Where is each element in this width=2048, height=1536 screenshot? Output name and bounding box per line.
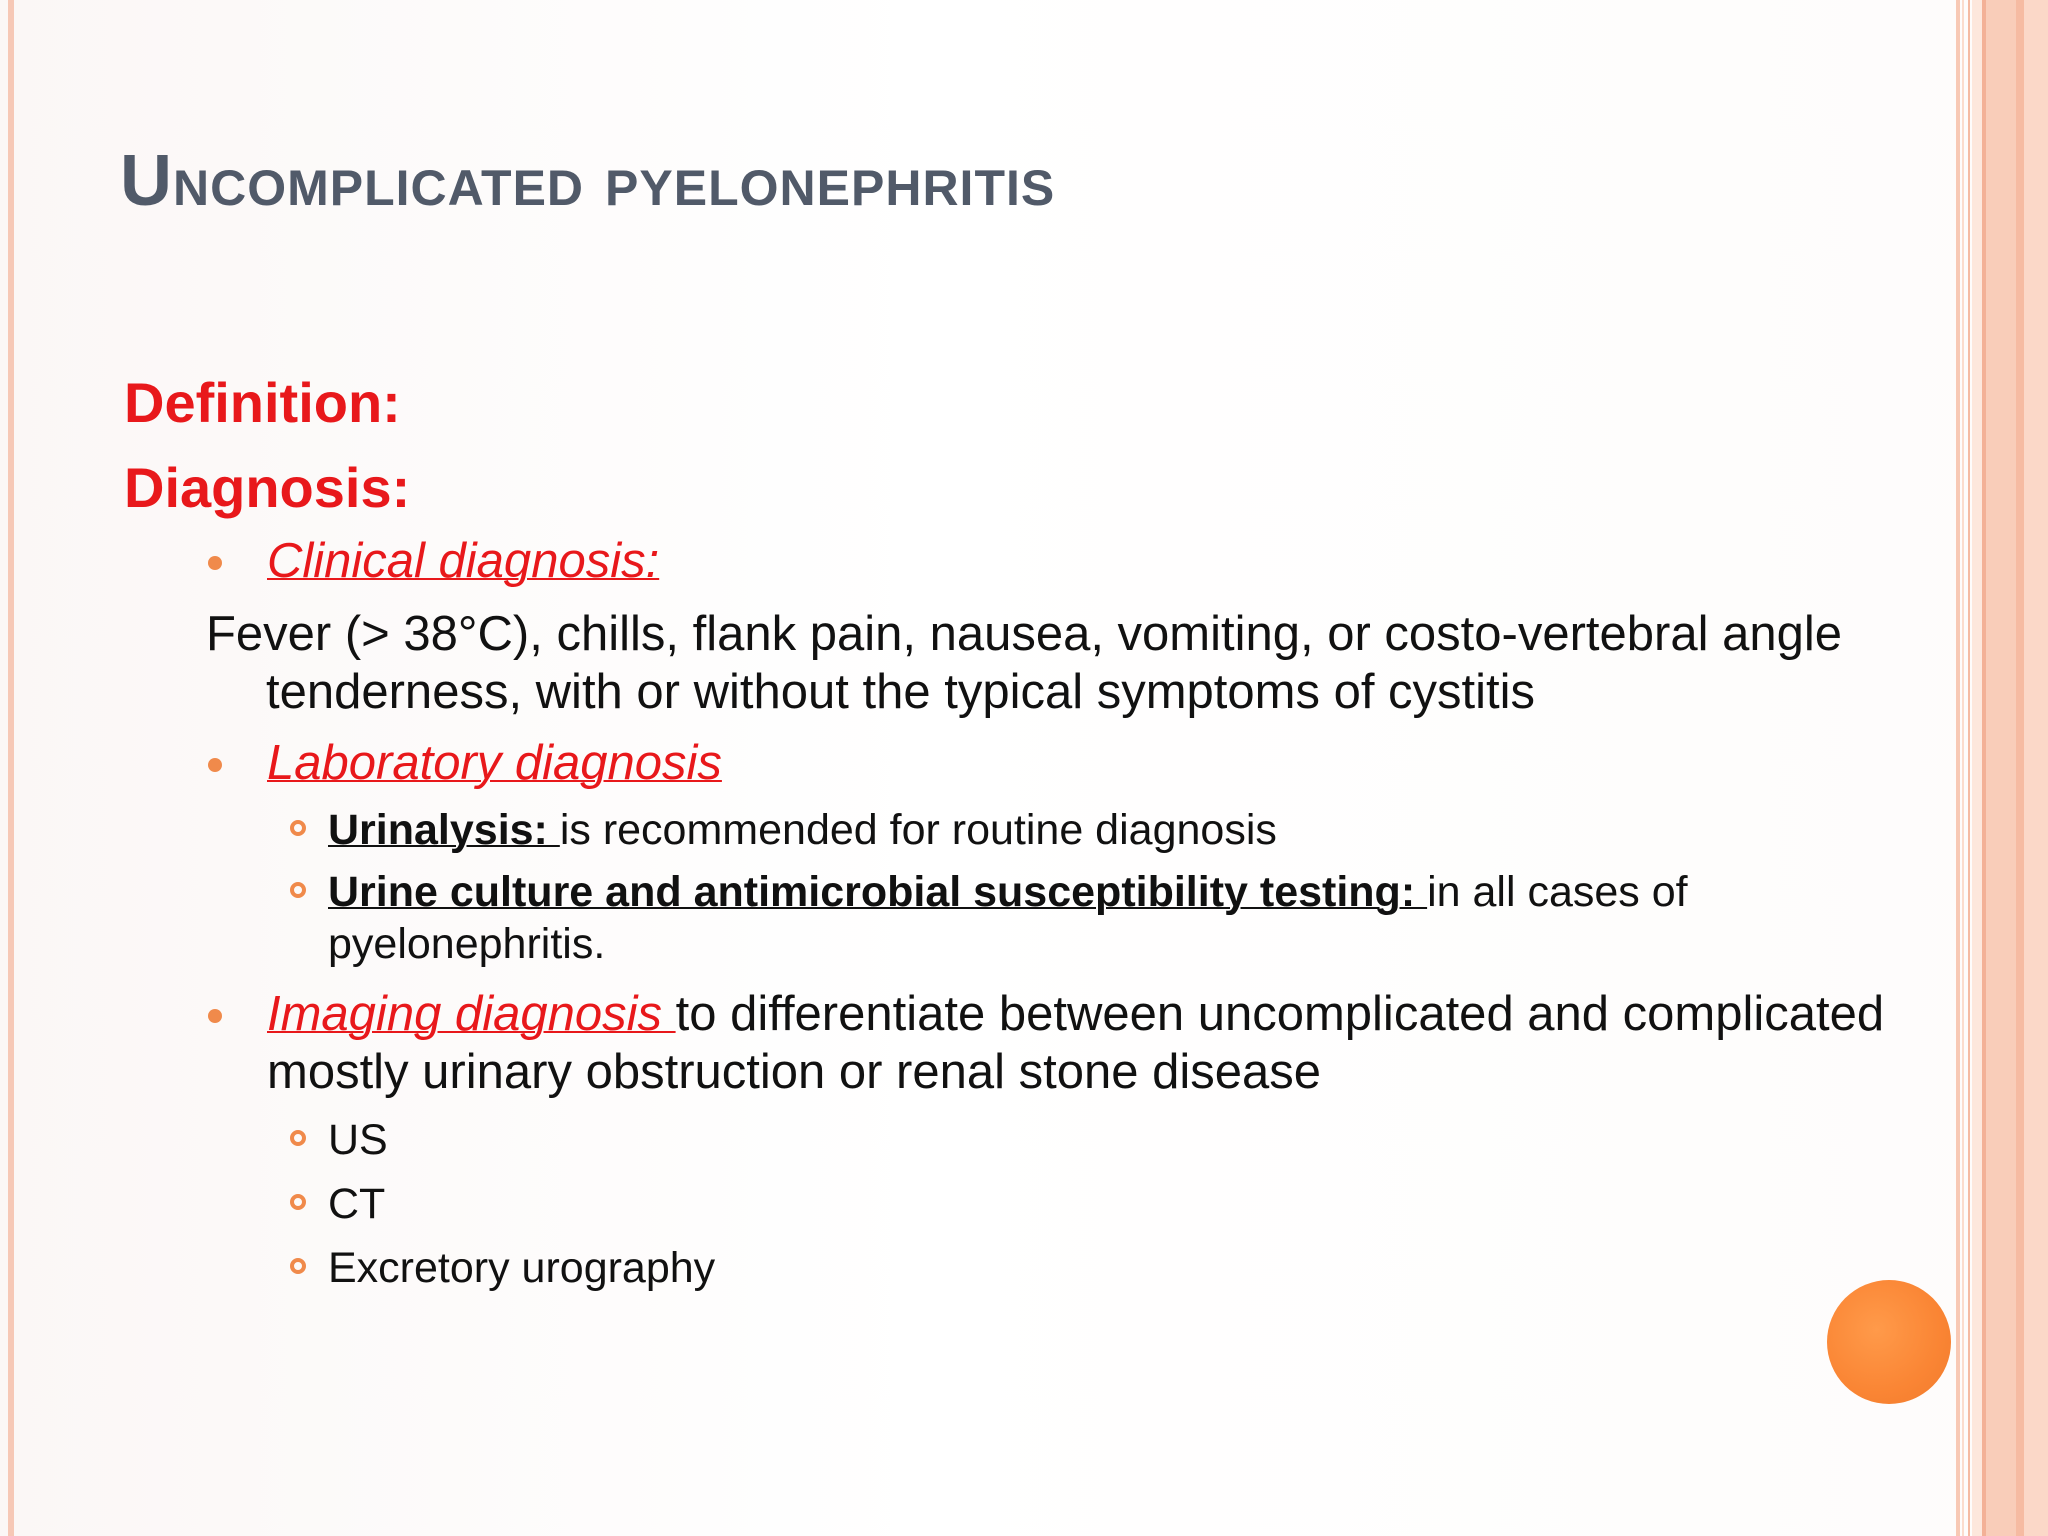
filled-dot-icon: [208, 556, 222, 570]
right-stripe: [2024, 0, 2048, 1536]
imaging-item-ct: CT: [328, 1180, 386, 1228]
urine-culture-label: Urine culture and antimicrobial susceptibility testing:: [328, 868, 1428, 916]
right-stripe: [1972, 0, 1982, 1536]
filled-dot-icon: [208, 1009, 222, 1023]
ring-icon: [290, 1130, 306, 1146]
clinical-diagnosis-label: Clinical diagnosis:: [267, 534, 660, 588]
definition-heading: Definition:: [124, 371, 401, 434]
filled-dot-icon: [208, 758, 222, 772]
slide-title: Uncomplicated pyelonephritis: [120, 141, 1056, 221]
ring-icon: [290, 1194, 306, 1210]
right-stripe: [1962, 0, 1964, 1536]
imaging-item-excretory-urography: Excretory urography: [328, 1244, 716, 1292]
left-border: [8, 0, 14, 1536]
imaging-diagnosis-label: Imaging diagnosis: [267, 987, 676, 1041]
diagnosis-heading: Diagnosis:: [124, 456, 411, 519]
laboratory-diagnosis-label: Laboratory diagnosis: [267, 736, 722, 790]
imaging-item-us: US: [328, 1116, 388, 1164]
urinalysis-label: Urinalysis:: [328, 806, 560, 854]
ring-icon: [290, 820, 306, 836]
urine-culture-text: in all cases of pyelonephritis.: [328, 868, 1688, 968]
right-stripe: [1986, 0, 2016, 1536]
right-stripe: [1956, 0, 1960, 1536]
bullet-clinical-diagnosis: [208, 532, 1888, 596]
right-stripe: [2016, 0, 2024, 1536]
imaging-diagnosis-text: to differentiate between uncomplicated and complicated mostly urinary obstruction or renal stone disease: [267, 987, 1885, 1099]
ring-icon: [290, 1258, 306, 1274]
clinical-description: Fever (> 38°C), chills, flank pain, nausea, vomiting, or costo-vertebral angle tenderness, with or without the typical symptoms of cystitis: [206, 607, 1842, 719]
urinalysis-text: is recommended for routine diagnosis: [559, 806, 1277, 854]
bullet-imaging-diagnosis: [208, 985, 1888, 1105]
ring-icon: [290, 882, 306, 898]
right-stripe: [1968, 0, 1970, 1536]
orange-circle-icon: [1827, 1280, 1951, 1404]
bullet-laboratory-diagnosis: [208, 734, 1888, 798]
